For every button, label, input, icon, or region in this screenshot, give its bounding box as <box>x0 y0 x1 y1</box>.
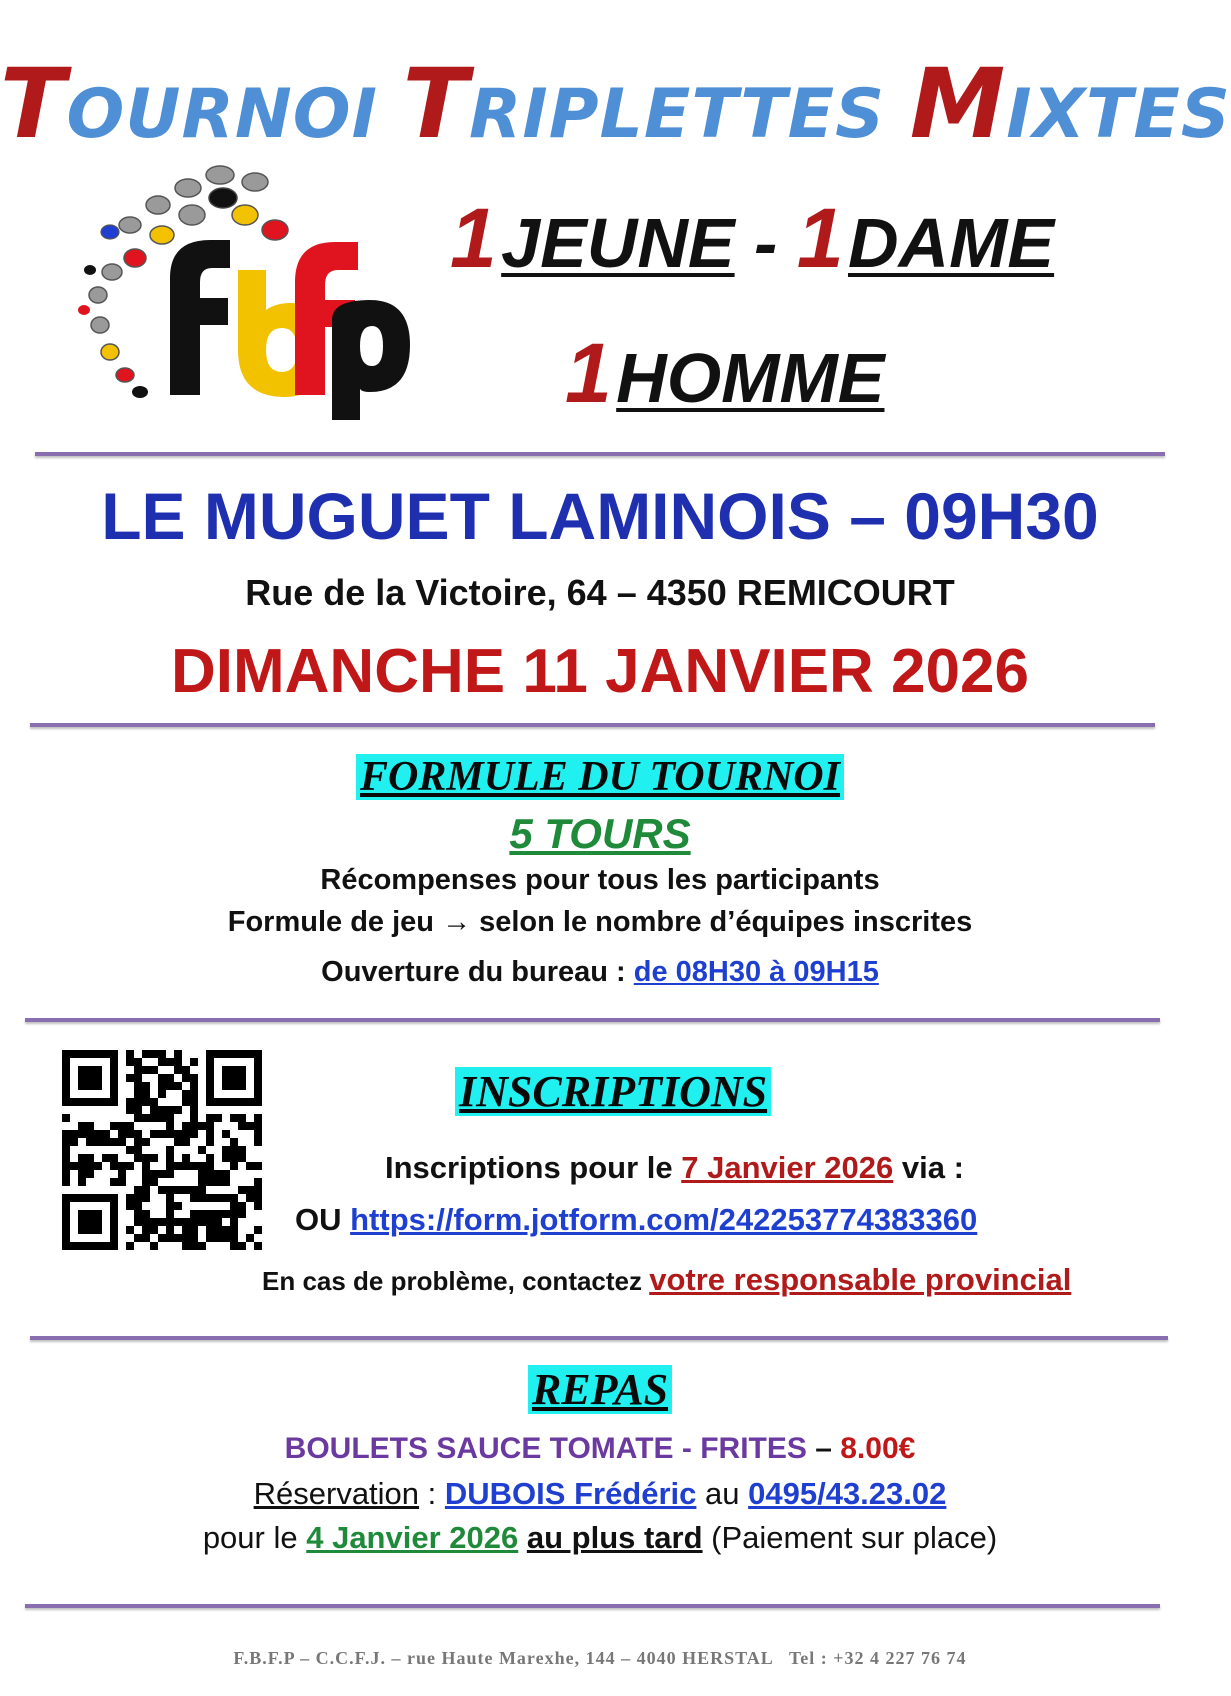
divider <box>30 1336 1168 1340</box>
fbfp-logo <box>70 160 420 420</box>
recompenses-text: Récompenses pour tous les participants <box>320 864 880 896</box>
footer-address: F.B.F.P – C.C.F.J. – rue Haute Marexhe, 144 – 4040 HERSTAL Tel : +32 4 227 76 74 <box>233 1648 967 1668</box>
page-title: TOURNOI TRIPLETTES MIXTES <box>0 48 1231 160</box>
venue-address: Rue de la Victoire, 64 – 4350 REMICOURT <box>245 572 955 613</box>
jeune-label: JEUNE <box>501 204 735 282</box>
reservation-contact-name: DUBOIS Frédéric <box>444 1476 697 1511</box>
repas-price: 8.00€ <box>840 1432 916 1465</box>
inscriptions-deadline-line: Inscriptions pour le 7 Janvier 2026 via : <box>385 1150 964 1185</box>
composition-line-1: 1 JEUNE - 1 DAME <box>450 191 1055 285</box>
reservation-phone[interactable]: 0495/43.23.02 <box>748 1476 947 1511</box>
bureau-hours: de 08H30 à 09H15 <box>633 956 879 988</box>
divider <box>25 1018 1160 1022</box>
repas-heading: REPAS <box>0 1364 1200 1415</box>
event-date: DIMANCHE 11 JANVIER 2026 <box>171 637 1029 706</box>
divider <box>30 723 1155 727</box>
formule-jeu-text: Formule de jeu → selon le nombre d’équipes inscrites <box>227 906 973 938</box>
divider <box>25 1604 1160 1608</box>
repas-reservation: Réservation : DUBOIS Frédéric au 0495/43.23.02 <box>253 1476 947 1511</box>
dame-label: DAME <box>847 204 1055 282</box>
formule-heading: FORMULE DU TOURNOI <box>0 752 1200 801</box>
homme-label: HOMME <box>616 339 885 417</box>
jotform-link[interactable]: https://form.jotform.com/242253774383360 <box>350 1202 978 1237</box>
tours-count: 5 TOURS <box>509 810 691 857</box>
bureau-opening: Ouverture du bureau : de 08H30 à 09H15 <box>321 956 879 988</box>
repas-deadline-date: 4 Janvier 2026 <box>306 1520 519 1555</box>
inscriptions-contact-line: En cas de problème, contactez votre responsable provincial <box>262 1262 1072 1297</box>
qr-code-icon[interactable] <box>62 1050 262 1250</box>
arrow-right-icon: → <box>442 906 472 938</box>
inscriptions-deadline: 7 Janvier 2026 <box>681 1150 894 1185</box>
inscriptions-url-line: OU https://form.jotform.com/242253774383360 <box>295 1202 978 1237</box>
repas-menu: BOULETS SAUCE TOMATE - FRITES – 8.00€ <box>284 1432 916 1465</box>
repas-deadline: pour le 4 Janvier 2026 au plus tard (Paiement sur place) <box>202 1520 998 1555</box>
composition-line-2: 1 HOMME <box>565 326 885 420</box>
logo-letters <box>170 240 410 420</box>
inscriptions-heading: INSCRIPTIONS <box>455 1066 771 1117</box>
venue-name-time: LE MUGUET LAMINOIS – 09H30 <box>101 479 1099 553</box>
responsable-provincial-link[interactable]: votre responsable provincial <box>649 1262 1072 1297</box>
divider <box>35 452 1165 456</box>
